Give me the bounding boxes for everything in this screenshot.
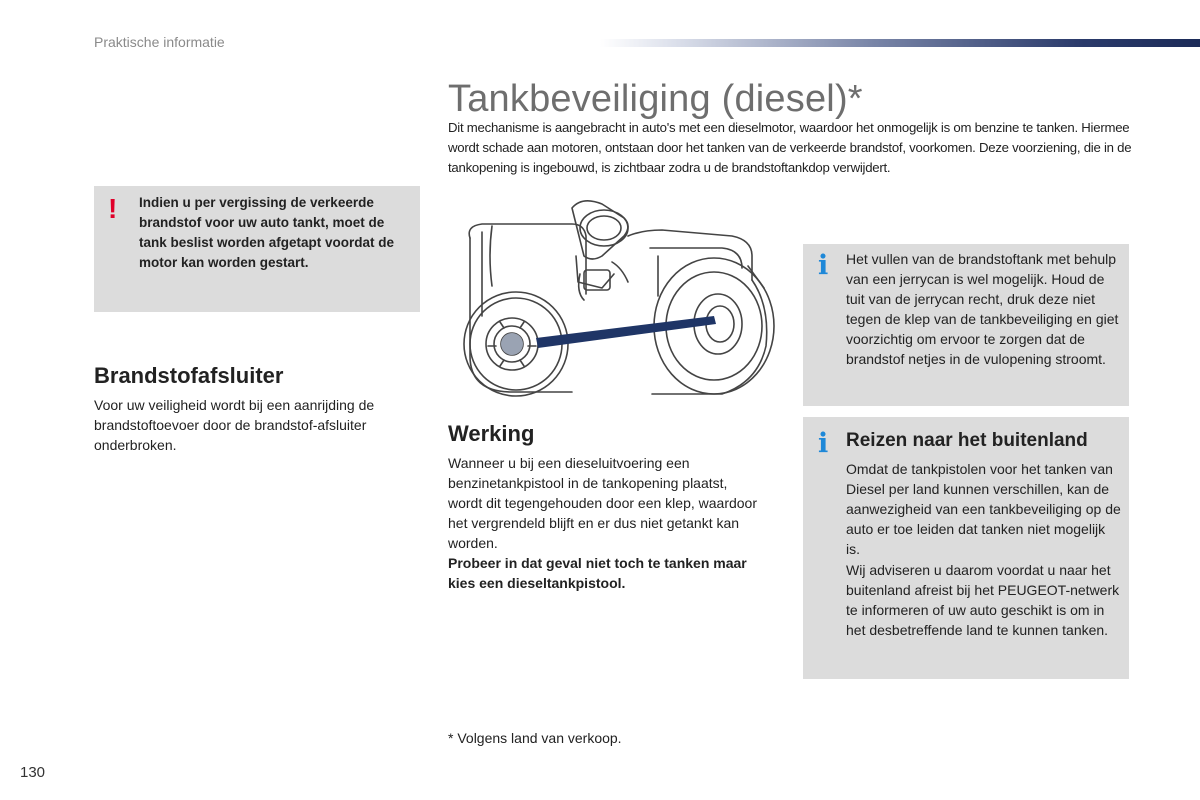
footnote: * Volgens land van verkoop. [448,730,622,746]
travel-heading: Reizen naar het buitenland [846,430,1088,451]
intro-paragraph: Dit mechanisme is aangebracht in auto's met een dieselmotor, waardoor het onmogelijk is om benzine te tanken. Hiermee wordt schade aan motoren, ontstaan door het tanken van de verkeerde brandstof, voorkomen. Deze voorziening, die in de tankopening is ingebouwd, is zichtbaar zodra u de brandstoftankdop verwijdert. [448,120,1132,175]
info-icon: i [818,250,829,281]
valve-detail [501,333,523,355]
operation-text: Wanneer u bij een dieseluitvoering een benzinetankpistool in de tankopening plaatst, wordt dit tegengehouden door een klep, waardoor het vergrendeld blijft en er dus niet getankt kan worden. [448,455,757,551]
fuel-cutoff-heading: Brandstofafsluiter [94,363,284,388]
operation-bold-text: Probeer in dat geval niet toch te tanken maar kies een dieseltankpistool. [448,555,747,591]
warning-icon: ! [108,193,118,224]
fuel-filler-illustration [452,196,778,406]
travel-text-1: Omdat de tankpistolen voor het tanken van Diesel per land kunnen verschillen, kan de aanwezigheid van een tankbeveiliging op de auto er toe leiden dat tanken niet mogelijk is. [846,461,1121,557]
travel-text-2: Wij adviseren u daarom voordat u naar het buitenland afreist bij het PEUGEOT-netwerk te informeren of uw auto geschikt is om in het desbetreffende land te kunnen tanken. [846,562,1120,638]
operation-heading: Werking [448,421,535,446]
page-number: 130 [20,764,46,781]
header-rule [600,39,1200,47]
info-icon: i [818,428,829,459]
warning-text: Indien u per vergissing de verkeerde brandstof voor uw auto tankt, moet de tank beslist worden afgetapt voordat de motor kan worden gestart. [139,195,395,270]
section-label: Praktische informatie [94,34,225,50]
page-title: Tankbeveiliging (diesel)* [448,78,863,120]
info-jerrycan-text: Het vullen van de brandstoftank met behulp van een jerrycan is wel mogelijk. Houd de tuit van de jerrycan recht, druk deze niet tegen de klep van de tankbeveiliging en giet voorzichtig om ervoor te zorgen dat de brandstof netjes in de vulopening stroomt. [846,251,1119,367]
fuel-filler-drawing [452,196,778,406]
fuel-cutoff-text: Voor uw veiligheid wordt bij een aanrijding de brandstoftoevoer door de brandstof-afsluiter onderbroken. [94,397,375,453]
